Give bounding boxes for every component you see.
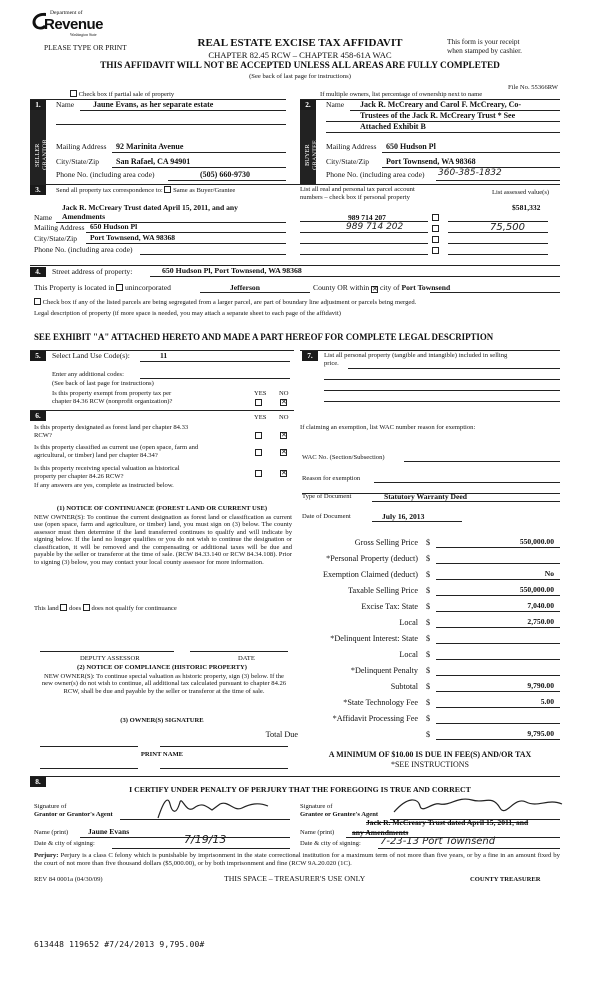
grantee-sig-label-2: Grantee or Grantee's Agent xyxy=(300,811,379,818)
currency-symbol: $ xyxy=(426,730,431,739)
delinquent-interest-state-label: *Delinquent Interest: State xyxy=(330,634,418,643)
section-3-number: 3. xyxy=(30,185,46,195)
currency-symbol: $ xyxy=(426,602,431,611)
excise-state-value[interactable]: 7,040.00 xyxy=(527,601,554,610)
yes-header-5: YES xyxy=(254,390,267,397)
receipt-note-2: when stamped by cashier. xyxy=(447,46,522,55)
notice-continuance-title: (1) NOTICE OF CONTINUANCE (FOREST LAND OR CURRENT USE) xyxy=(56,505,268,512)
street-address-label: Street address of property: xyxy=(52,267,133,276)
historic-question-2: property per chapter 84.26 RCW? xyxy=(34,473,124,480)
deputy-assessor-label: DEPUTY ASSESSOR xyxy=(80,655,140,662)
currency-symbol: $ xyxy=(426,554,431,563)
partial-sale-label: Check box if partial sale of property xyxy=(78,91,175,98)
processing-fee-label: *Affidavit Processing Fee xyxy=(332,714,418,723)
section-7-number: 7. xyxy=(302,351,318,361)
correspondence-phone-label: Phone No. (including area code) xyxy=(34,245,133,254)
currency-symbol: $ xyxy=(426,666,431,675)
qualify-continuance-row: This land does does not qualify for continuance xyxy=(34,605,177,612)
correspondence-name-label: Name xyxy=(34,213,53,222)
form-chapter: CHAPTER 82.45 RCW – CHAPTER 458-61A WAC xyxy=(208,50,392,60)
grantor-name-label: Name (print) xyxy=(34,829,69,836)
technology-fee-value[interactable]: 5.00 xyxy=(540,697,554,706)
multiple-owners-note: If multiple owners, list percentage of ownership next to name xyxy=(320,91,483,98)
street-address[interactable]: 650 Hudson Pl, Port Townsend, WA 98368 xyxy=(162,266,302,275)
located-in-row: This Property is located in unincorporated xyxy=(34,283,171,292)
correspondence-name-1[interactable]: Jack R. McCreary Trust dated April 15, 2011, and any xyxy=(62,203,238,212)
correspondence-city[interactable]: Port Townsend, WA 98368 xyxy=(90,233,176,242)
unincorporated-checkbox[interactable] xyxy=(116,284,123,291)
seller-mailing[interactable]: 92 Marinita Avenue xyxy=(116,142,184,151)
parcel-2[interactable]: 989 714 202 xyxy=(346,222,404,232)
receipt-note-1: This form is your receipt xyxy=(447,37,520,46)
buyer-mailing-label: Mailing Address xyxy=(326,142,377,151)
form-title: REAL ESTATE EXCISE TAX AFFIDAVIT xyxy=(197,37,403,49)
partial-sale-check[interactable] xyxy=(70,90,174,99)
file-number: File No. 55366RW xyxy=(508,84,559,91)
currency-symbol: $ xyxy=(426,570,431,579)
currency-symbol: $ xyxy=(426,682,431,691)
assessed-header: List assessed value(s) xyxy=(492,189,550,196)
see-back-instructions: (See back of last page for instructions) xyxy=(249,73,351,80)
buyer-city-label: City/State/Zip xyxy=(326,157,370,166)
notice-continuance-text: NEW OWNER(S): To continue the current designation as forest land or classification as current use (open space, farm and agriculture, or timber) land, you must sign on (3) below. The county assessor must then determine if the land transferred continues to qualify and will indicate by signing below. If the land no longer qualifies or you do not wish to continue the designation or classification, it will be removed and the compensating or additional taxes will be due and payable by the seller or transferor at the time of sale. (RCW 84.33.140 or RCW 84.34.108). Prior to signing (3) below, you may contact your local county assessor for more information. xyxy=(34,514,292,566)
exempt-no-checkbox[interactable]: ✕ xyxy=(281,398,287,406)
forest-yes-checkbox[interactable] xyxy=(255,432,262,439)
currency-symbol: $ xyxy=(426,538,431,547)
yes-header-6: YES xyxy=(254,414,267,421)
seller-name-label: Name xyxy=(56,100,75,109)
delinquent-interest-local-label: Local xyxy=(399,650,418,659)
technology-fee-label: *State Technology Fee xyxy=(343,698,418,707)
receipt-stamp: 613448 119652 #7/24/2013 9,795.00# xyxy=(34,940,205,949)
taxable-price-value[interactable]: 550,000.00 xyxy=(519,585,554,594)
no-header-6: NO xyxy=(279,414,289,421)
grantee-name-line-2[interactable]: any Amendments xyxy=(352,828,409,837)
personal-property-label: *Personal Property (deduct) xyxy=(326,554,418,563)
subtotal-value[interactable]: 9,790.00 xyxy=(527,681,554,690)
buyer-name-line-2[interactable]: Trustees of the Jack R. McCreary Trust * See xyxy=(360,111,516,120)
excise-state-label: Excise Tax: State xyxy=(361,602,418,611)
buyer-city[interactable]: Port Townsend, WA 98368 xyxy=(386,157,476,166)
current-use-question-1: Is this property classified as current use (open space, farm and xyxy=(34,444,199,451)
parcel-header-2: numbers – check box if personal property xyxy=(300,194,410,201)
parcel-4-personal-checkbox[interactable] xyxy=(432,247,439,254)
logo-top-text: Department of xyxy=(50,10,83,16)
exemption-claimed-value[interactable]: No xyxy=(544,569,554,578)
buyer-name-label: Name xyxy=(326,100,345,109)
grantee-signature[interactable] xyxy=(388,792,568,820)
does-not-qualify-checkbox[interactable] xyxy=(83,604,90,611)
exemption-claimed-label: Exemption Claimed (deduct) xyxy=(322,570,418,579)
correspondence-label: Send all property tax correspondence to: Same as Buyer/Grantee xyxy=(56,187,236,194)
currency-symbol: $ xyxy=(426,714,431,723)
any-yes-note: If any answers are yes, complete as instructed below. xyxy=(34,482,174,489)
total-due-label: Total Due xyxy=(265,730,298,739)
parcel-1-personal-checkbox[interactable] xyxy=(432,214,439,221)
parcel-2-personal-checkbox[interactable] xyxy=(432,225,439,232)
taxable-price-label: Taxable Selling Price xyxy=(348,586,418,595)
dor-logo xyxy=(30,8,104,38)
grantee-name-label: Name (print) xyxy=(300,829,335,836)
parcel-header-1: List all real and personal tax parcel account xyxy=(300,186,415,193)
county-or-within: County OR within ✕ city of Port Townsend xyxy=(313,283,451,293)
legal-description-label: Legal description of property (if more space is needed, you may attach a separate sheet to each page of the affidavit) xyxy=(34,310,341,317)
logo-sub-text: Washington State xyxy=(70,33,97,37)
totals-block xyxy=(300,534,560,734)
grantor-sig-label-1: Signature of xyxy=(34,803,67,810)
currency-symbol: $ xyxy=(426,618,431,627)
certify-statement: I CERTIFY UNDER PENALTY OF PERJURY THAT THE FOREGOING IS TRUE AND CORRECT xyxy=(129,785,471,794)
additional-codes-label: Enter any additional codes: xyxy=(52,371,124,378)
notice-compliance-title: (2) NOTICE OF COMPLIANCE (HISTORIC PROPERTY) xyxy=(77,664,247,671)
current-use-yes-checkbox[interactable] xyxy=(255,449,262,456)
forest-question-2: RCW? xyxy=(34,432,52,439)
grantee-date-label: Date & city of signing: xyxy=(300,840,361,847)
grantor-sig-label-2: Grantor or Grantor's Agent xyxy=(34,811,113,818)
land-use-code[interactable]: 11 xyxy=(160,351,168,360)
section-2-number: 2. xyxy=(300,100,316,110)
revision-number: REV 84 0001a (04/30/09) xyxy=(34,876,103,883)
currency-symbol: $ xyxy=(426,586,431,595)
buyer-phone-label: Phone No. (including area code) xyxy=(326,170,425,179)
doc-date-label: Date of Document xyxy=(302,513,351,520)
exempt-question-2: chapter 84.36 RCW (nonprofit organization)? xyxy=(52,398,173,405)
exempt-question-1: Is this property exempt from property tax per xyxy=(52,390,172,397)
seller-city[interactable]: San Rafael, CA 94901 xyxy=(116,157,191,166)
print-name-label: PRINT NAME xyxy=(140,751,184,758)
correspondence-mailing[interactable]: 650 Hudson Pl xyxy=(90,222,138,231)
wac-number-label: WAC No. (Section/Subsection) xyxy=(302,454,385,461)
buyer-phone[interactable]: 360-385-1832 xyxy=(438,168,502,178)
city-name[interactable]: Port Townsend xyxy=(401,283,451,292)
doc-date[interactable]: July 16, 2013 xyxy=(382,512,425,521)
land-use-label: Select Land Use Code(s): xyxy=(52,351,130,360)
excise-local-value[interactable]: 2,750.00 xyxy=(527,617,554,626)
exemption-reason-label: Reason for exemption xyxy=(302,475,361,482)
currency-symbol: $ xyxy=(426,698,431,707)
exempt-yes-checkbox[interactable] xyxy=(255,399,262,406)
grantee-date[interactable]: 7-23-13 Port Townsend xyxy=(380,836,496,847)
delinquent-penalty-label: *Delinquent Penalty xyxy=(350,666,418,675)
form-warning: THIS AFFIDAVIT WILL NOT BE ACCEPTED UNLESS ALL AREAS ARE FULLY COMPLETED xyxy=(100,61,500,71)
grantor-signature[interactable] xyxy=(150,794,300,822)
exhibit-a-statement: SEE EXHIBIT "A" ATTACHED HERETO AND MADE A PART HEREOF FOR COMPLETE LEGAL DESCRIPTION xyxy=(34,332,494,342)
logo-main-text: Revenue xyxy=(44,16,104,33)
buyer-mailing[interactable]: 650 Hudson Pl xyxy=(386,142,436,151)
does-qualify-checkbox[interactable] xyxy=(60,604,67,611)
total-due-value[interactable]: 9,795.00 xyxy=(527,729,554,738)
seller-city-label: City/State/Zip xyxy=(56,157,100,166)
historic-yes-checkbox[interactable] xyxy=(255,470,262,477)
partial-sale-checkbox[interactable] xyxy=(70,90,77,97)
subtotal-label: Subtotal xyxy=(390,682,418,691)
grantor-date[interactable]: 7/19/13 xyxy=(184,833,227,846)
segregated-row: Check box if any of the listed parcels are being segregated from a larger parcel, are part of boundary line adjustment or parcels being merged. xyxy=(34,298,416,307)
personal-property-label-2: price. xyxy=(324,360,339,367)
seller-phone[interactable]: (505) 660-9730 xyxy=(200,170,250,179)
seller-phone-label: Phone No. (including area code) xyxy=(56,170,155,179)
current-use-no-checkbox[interactable]: ✕ xyxy=(281,448,287,456)
forest-no-checkbox[interactable]: ✕ xyxy=(281,431,287,439)
parcel-1[interactable]: 989 714 207 xyxy=(348,213,386,222)
current-use-question-2: agricultural, or timber) land per chapter 84.34? xyxy=(34,452,158,459)
no-header-5: NO xyxy=(279,390,289,397)
grantor-print-name[interactable]: Jaune Evans xyxy=(88,827,130,836)
buyer-name-line-1[interactable]: Jack R. McCreary and Carol F. McCreary, Co- xyxy=(360,100,522,109)
buyer-name-line-3[interactable]: Attached Exhibit B xyxy=(360,122,426,131)
assessed-1[interactable]: $581,332 xyxy=(512,203,541,212)
correspondence-name-2[interactable]: Amendments xyxy=(62,212,106,221)
seller-name[interactable]: Jaune Evans, as her separate estate xyxy=(93,100,214,109)
county-name[interactable]: Jefferson xyxy=(230,283,260,292)
doc-type-label: Type of Document xyxy=(302,493,352,500)
same-as-buyer-checkbox[interactable] xyxy=(164,186,171,193)
section-6-number: 6. xyxy=(30,411,46,421)
notice-compliance-text: NEW OWNER(S): To continue special valuation as historic property, sign (3) below. If the new owner(s) do not wish to continue, all additional tax calculated pursuant to chapter 84.26 RCW, shall be due and payable by the seller or transferor at the time of sale. xyxy=(41,673,287,695)
historic-no-checkbox[interactable]: ✕ xyxy=(281,469,287,477)
historic-question-1: Is this property receiving special valuation as historical xyxy=(34,465,180,472)
perjury-statement: Perjury: Perjury is a class C felony which is punishable by imprisonment in the state correctional institution for a maximum term of not more than five years, or by a fine in an amount fixed by the court of not more than five thousand dollars ($5,000.00), or by both imprisonment and fine (RCW 9A.20.020 (1C). xyxy=(34,852,560,867)
section-8-number: 8. xyxy=(30,777,46,787)
county-treasurer: COUNTY TREASURER xyxy=(470,876,541,883)
personal-property-label-1: List all personal property (tangible and intangible) included in selling xyxy=(324,352,508,359)
see-instructions-note: *SEE INSTRUCTIONS xyxy=(390,760,469,769)
section-4-number: 4. xyxy=(30,267,46,277)
forest-question-1: Is this property designated as forest land per chapter 84.33 xyxy=(34,424,189,431)
grantee-name-line-1[interactable]: Jack R. McCreary Trust dated April 15, 2011, and xyxy=(366,818,529,827)
currency-symbol: $ xyxy=(426,634,431,643)
owner-signature-label: (3) OWNER(S) SIGNATURE xyxy=(120,717,204,724)
section-5-number: 5. xyxy=(30,351,46,361)
assessed-2[interactable]: 75,500 xyxy=(490,222,525,233)
grantee-sig-label-1: Signature of xyxy=(300,803,333,810)
correspondence-city-label: City/State/Zip xyxy=(34,234,78,243)
section-1-number: 1. xyxy=(30,100,46,110)
section5-see-back: (See back of last page for instructions) xyxy=(52,380,154,387)
segregated-checkbox[interactable] xyxy=(34,298,41,305)
treasurer-space: THIS SPACE – TREASURER'S USE ONLY xyxy=(224,874,366,883)
excise-local-label: Local xyxy=(399,618,418,627)
correspondence-mailing-label: Mailing Address xyxy=(34,223,85,232)
doc-type[interactable]: Statutory Warranty Deed xyxy=(384,492,467,501)
deputy-date-label: DATE xyxy=(238,655,255,662)
gross-price-label: Gross Selling Price xyxy=(354,538,418,547)
exemption-label: If claiming an exemption, list WAC number reason for exemption: xyxy=(300,424,476,431)
within-city-checkbox[interactable]: ✕ xyxy=(372,285,378,293)
parcel-3-personal-checkbox[interactable] xyxy=(432,236,439,243)
seller-mailing-label: Mailing Address xyxy=(56,142,107,151)
minimum-due-note: A MINIMUM OF $10.00 IS DUE IN FEE(S) AND/OR TAX xyxy=(328,750,532,759)
please-type: PLEASE TYPE OR PRINT xyxy=(44,43,127,52)
buyer-side-label: BUYER GRANTEE xyxy=(304,140,319,170)
seller-side-label: SELLER GRANTOR xyxy=(34,139,49,171)
currency-symbol: $ xyxy=(426,650,431,659)
grantor-date-label: Date & city of signing: xyxy=(34,840,95,847)
gross-price-value[interactable]: 550,000.00 xyxy=(519,537,554,546)
